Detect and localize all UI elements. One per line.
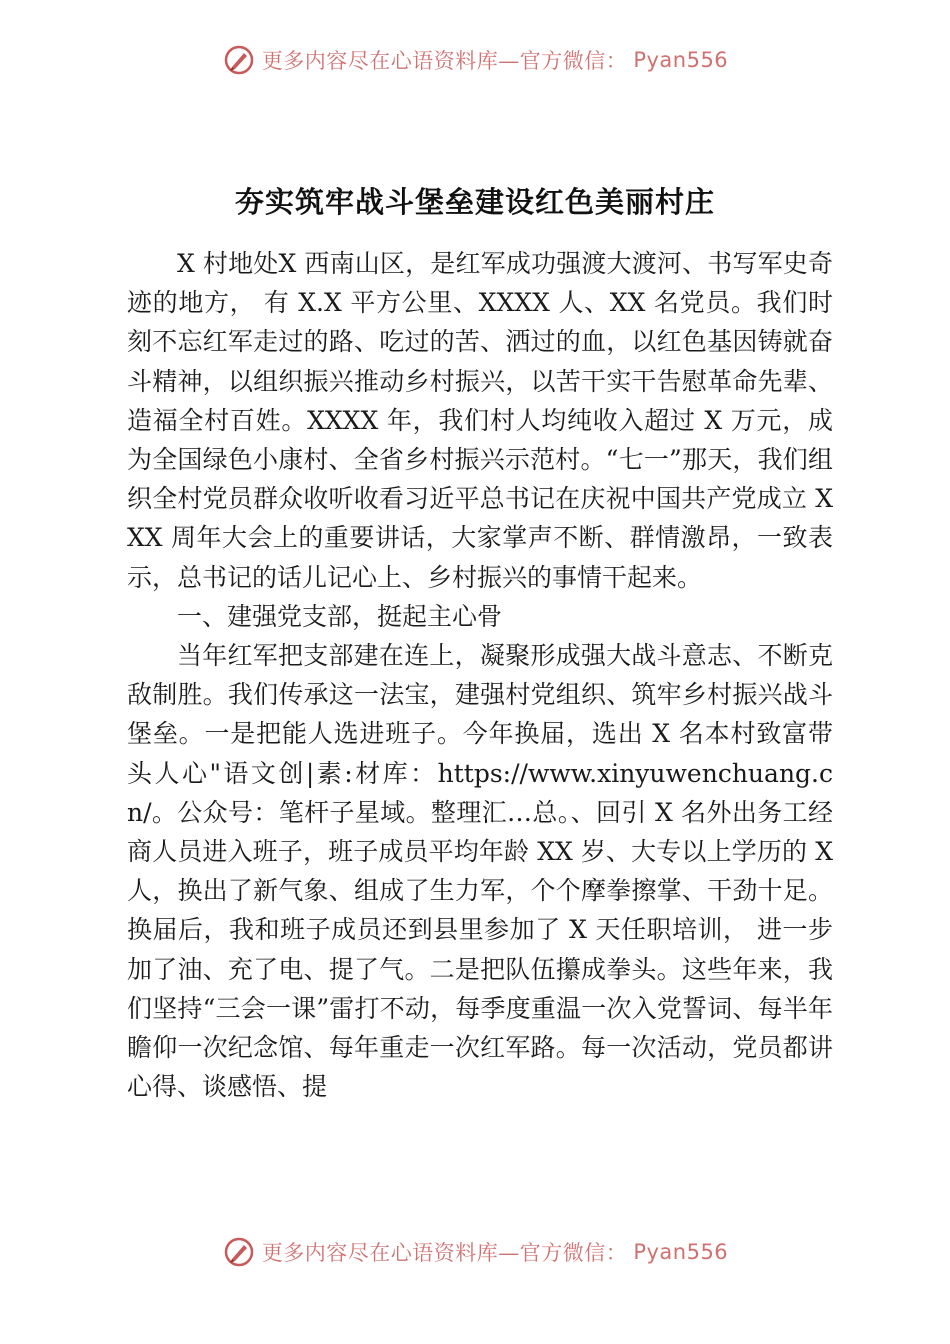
pen-logo-icon: [222, 43, 256, 77]
footer-banner: [0, 1234, 950, 1270]
section-heading: 一、建强党支部，挺起主心骨: [177, 601, 503, 631]
paragraph-section-1: 当年红军把支部建在连上，凝聚形成强大战斗意志、不断克敌制胜。我们传承这一法宝，建强村党组织、筑牢乡村振兴战斗堡垒。一是把能人选进班子。今年换届，选出 X 名本村致富带头人心"语文创|素:材库：https://www.xinyuwenchuang.cn/。公众号：笔杆子星域。整理汇…总。、回引 X 名外出务工经商人员进入班子，班子成员平均年龄 XX 岁、大专以上学历的 X 人，换出了新气象、组成了生力军，个个摩拳擦掌、干劲十足。换届后，我和班子成员还到县里参加了 X 天任职培训， 进一步加了油、充了电、提了气。二是把队伍攥成拳头。这些年来，我们坚持“三会一课”雷打不动，每季度重温一次入党誓词、每半年瞻仰一次纪念馆、每年重走一次红军路。每一次活动，党员都讲心得、谈感悟、提: [127, 641, 833, 1102]
banner-text: 更多内容尽在心语资料库—官方微信：: [261, 49, 628, 73]
document-title: 夯实筑牢战斗堡垒建设红色美丽村庄: [234, 185, 715, 219]
paragraph-intro: X 村地处X 西南山区，是红军成功强渡大渡河、书写军史奇迹的地方， 有 X.X 平方公里、XXXX 人、XX 名党员。我们时刻不忘红军走过的路、吃过的苦、洒过的血，以红色基因铸就奋斗精神，以组织振兴推动乡村振兴，以苦干实干告慰革命先辈、造福全村百姓。XXXX 年，我们村人均纯收入超过 X 万元，成为全国绿色小康村、全省乡村振兴示范村。“七一”那天，我们组织全村党员群众收听收看习近平总书记在庆祝中国共产党成立 XXX 周年大会上的重要讲话，大家掌声不断、群情激昂，一致表示，总书记的话儿记心上、乡村振兴的事情干起来。: [127, 249, 833, 592]
banner-text: 更多内容尽在心语资料库—官方微信：: [261, 1241, 628, 1265]
banner-wechat-id: Pyan556: [633, 1240, 729, 1264]
header-banner: [0, 42, 950, 78]
banner-wechat-id: Pyan556: [633, 48, 729, 72]
pen-logo-icon: [222, 1235, 256, 1269]
document-body: [127, 244, 833, 1106]
